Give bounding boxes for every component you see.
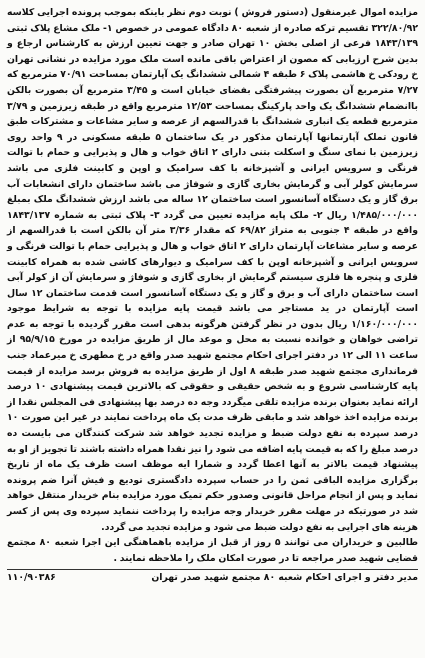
notice-closing-paragraph: طالبین و خریداران می توانند ۵ روز از قبل از مزایده باهماهنگی این اجرا شعبه ۸۰ مجتمع قضایی شهید صدر مراجعه تا در صورت امکان ملک را ملاحظه نمایند . xyxy=(7,537,418,564)
footer-divider xyxy=(7,569,418,570)
notice-footer xyxy=(7,572,418,583)
reference-number: ۱۱۰/۹۰۳۸۶ xyxy=(7,572,56,584)
notice-main-paragraph: مزایده اموال غیرمنقول (دستور فروش ) نوبت دوم نظر باینکه بموجب پرونده اجرایی کلاسه ۳۲۲/۸۰/۹۲ تقسیم ترکه صادره از شعبه ۸۰ دادگاه عمومی در خصوص ۱- ملک مشاع پلاک ثبتی ۱۸۴۳/۱۳۹ فرعی از اصلی بخش ۱۰ تهران صادر و جهت تعیین ارزش به کارشناس ارجاع و بدین شرح ارزیابی که مصون از اعتراض باقی مانده است ملک مورد مزایده در نشانی تهران خ رودکی خ هاشمی پلاک ۶ طبقه ۴ شمالی ششدانگ یک آپارتمان بمساحت ۷۰/۹۱ مترمربع که ۷/۲۷ مترمربع آن بصورت پیشرفتگی بفضای خیابان است و ۳/۴۵ مترمربع آن بصورت بالکن باانضمام ششدانگ یک واحد پارکینگ بمساحت ۱۲/۵۳ مترمربع واقع در طبقه زیرزمین و ۳/۷۹ مترمربع قطعه یک انباری ششدانگ با قدرالسهم از عرصه و سایر مشاعات و مشترکات طبق قانون تملک آپارتمانها آپارتمان مذکور در یک ساختمان ۵ طبقه مسکونی در ۹ واحد روی زیرزمین با نمای سنگ و اسکلت بتنی دارای ۲ اتاق خواب و هال و پذیرایی و حمام با توالت فرنگی و سرویس ایرانی و آشپزخانه با کف سرامیک و اوپن و کابینت فلزی می باشد سرمایش کولر آبی و گرمایش بخاری گازی و شوفاژ می باشد ساختمان دارای انشعابات آب برق گاز و یک دستگاه آسانسور است ساختمان ۱۲ ساله می باشد ارزش ششدانگ ملک بمبلغ ۱/۴۸۵/۰۰۰/۰۰۰ ریال ۲- ملک پایه مزایده تعیین می گردد ۳- پلاک ثبتی به شماره ۱۸۴۳/۱۳۷ واقع در طبقه ۴ جنوبی به متراژ ۶۹/۸۲ که مقدار ۳/۳۶ متر آن بالکن است با قدرالسهم از عرصه و سایر مشاعات آپارتمان دارای ۲ اتاق خواب و هال و پذیرایی حمام با توالت فرنگی و سرویس ایرانی و آشپزخانه اوپن با کف سرامیک و دیوارهای کاشی شده به همراه کابینت فلزی و پنجره ها فلزی سیستم گرمایش از بخاری گازی و شوفاژ و سرمایش آن از کولر آبی است ساختمان دارای آب و برق و گاز و یک دستگاه آسانسور است قدمت ساختمان ۱۲ سال است آپارتمان در ید مستاجر می باشد قیمت پایه مزایده با توجه به شرایط موجود ۱/۱۶۰/۰۰۰/۰۰۰ ریال بدون در نظر گرفتن هرگونه بدهی است مقرر گردیده با توجه به عدم تراضی خواهان و خوانده نسبت به محل و موعد مال از طریق مزایده در مورخ ۹۵/۹/۱۵ از ساعت ۱۱ الی ۱۲ در دفتر اجرای احکام مجتمع شهید صدر واقع در خ مطهری خ میرعماد جنب فرمانداری مجتمع شهید صدر طبقه ۸ اول از طریق مزایده به فروش برسد مزایده از قیمت پایه کارشناسی شروع و به شخص حقیقی و حقوقی که بالاترین قیمت پیشنهادی ۱۰ درصد ارائه نماید بعنوان برنده مزایده تلقی میگردد وجه ده درصد بها پیشنهادی فی المجلس نقدا از برنده مزایده اخذ خواهد شد و مابقی ظرف مدت یک ماه پرداخت نمایند در غیر این صورت ۱۰ درصد سپرده به نفع دولت ضبط و مزایده تجدید خواهد شد شرکت کنندگان می بایست ده درصد مبلغ را که به قیمت پایه اضافه می شود را نیز نقدا همراه داشته باشند تا تجویز از او به پیشنهاد قیمت بالاتر به آنها اعطا گردد و شمارا ایه موظف است ظرف یک ماه از تاریخ برگزاری مزایده الباقی ثمن را در حساب سپرده دادگستری تودیع و فیش آنرا ضم پرونده نماید و پس از انجام مراحل قانونی وصدور حکم تمیک مورد مزایده بنام خریدار منتقل خواهد شد در صورتیکه در مهلت مقرر خریدار وجه مزایده را پرداخت ننماید سپرده وی پس از کسر هزینه های اجرایی به نفع دولت ضبط می شود و مزایده تجدید می گردد. xyxy=(7,7,419,533)
auction-notice-body xyxy=(7,5,418,566)
issuer-signature: مدیر دفتر و اجرای احکام شعبه ۸۰ مجتمع شهید صدر تهران xyxy=(151,572,418,584)
